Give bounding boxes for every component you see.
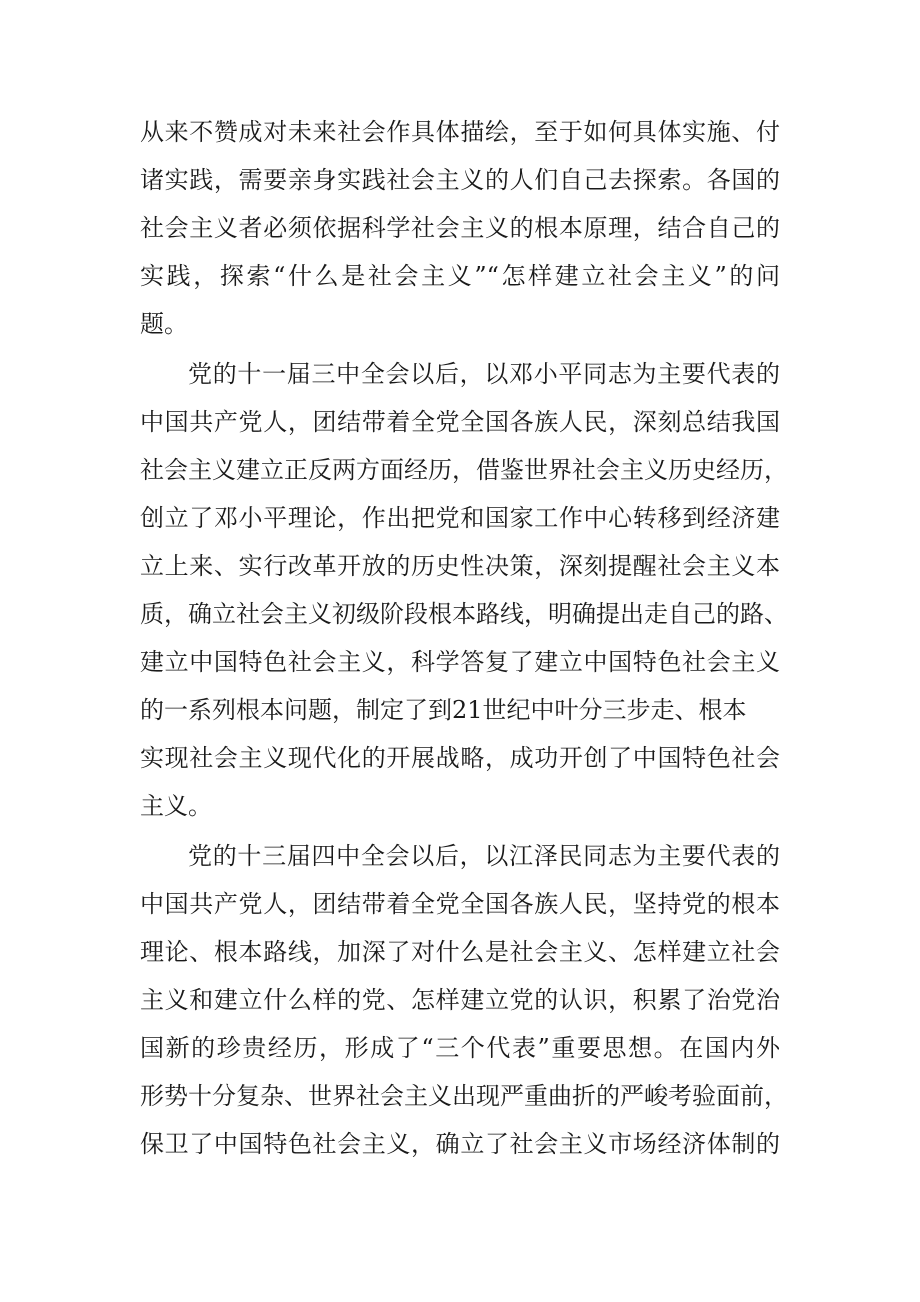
text-line: 形势十分复杂、世界社会主义出现严重曲折的严峻考验面前，	[140, 1082, 788, 1110]
text-line: 建立中国特色社会主义，科学答复了建立中国特色社会主义	[140, 648, 780, 676]
text-line: 党的十一届三中全会以后，以邓小平同志为主要代表的	[188, 360, 780, 388]
text-line: 社会主义建立正反两方面经历，借鉴世界社会主义历史经历，	[140, 456, 788, 484]
text-line: 保卫了中国特色社会主义，确立了社会主义市场经济体制的	[140, 1130, 780, 1158]
text-line: 理论、根本路线，加深了对什么是社会主义、怎样建立社会	[140, 938, 780, 966]
text-line: 实践，探索“什么是社会主义”“怎样建立社会主义”的问	[140, 262, 780, 290]
text-line: 中国共产党人，团结带着全党全国各族人民，深刻总结我国	[140, 408, 780, 436]
text-line: 党的十三届四中全会以后，以江泽民同志为主要代表的	[188, 842, 780, 870]
text-line: 从来不赞成对未来社会作具体描绘，至于如何具体实施、付	[140, 118, 780, 146]
text-line: 创立了邓小平理论，作出把党和国家工作中心转移到经济建	[140, 504, 780, 532]
text-line: 质，确立社会主义初级阶段根本路线，明确提出走自己的路、	[140, 600, 788, 628]
text-line: 立上来、实行改革开放的历史性决策，深刻提醒社会主义本	[140, 552, 780, 580]
text-line: 社会主义者必须依据科学社会主义的根本原理，结合自己的	[140, 214, 780, 242]
text-line: 中国共产党人，团结带着全党全国各族人民，坚持党的根本	[140, 890, 780, 918]
text-line: 诸实践，需要亲身实践社会主义的人们自己去探索。各国的	[140, 166, 780, 194]
text-line: 实现社会主义现代化的开展战略，成功开创了中国特色社会	[140, 744, 780, 772]
text-line: 主义和建立什么样的党、怎样建立党的认识，积累了治党治	[140, 986, 780, 1014]
text-line: 题。	[140, 310, 188, 338]
text-line: 的一系列根本问题，制定了到21世纪中叶分三步走、根本	[140, 696, 747, 724]
text-line: 国新的珍贵经历，形成了“三个代表”重要思想。在国内外	[140, 1034, 780, 1062]
text-line: 主义。	[140, 792, 212, 820]
